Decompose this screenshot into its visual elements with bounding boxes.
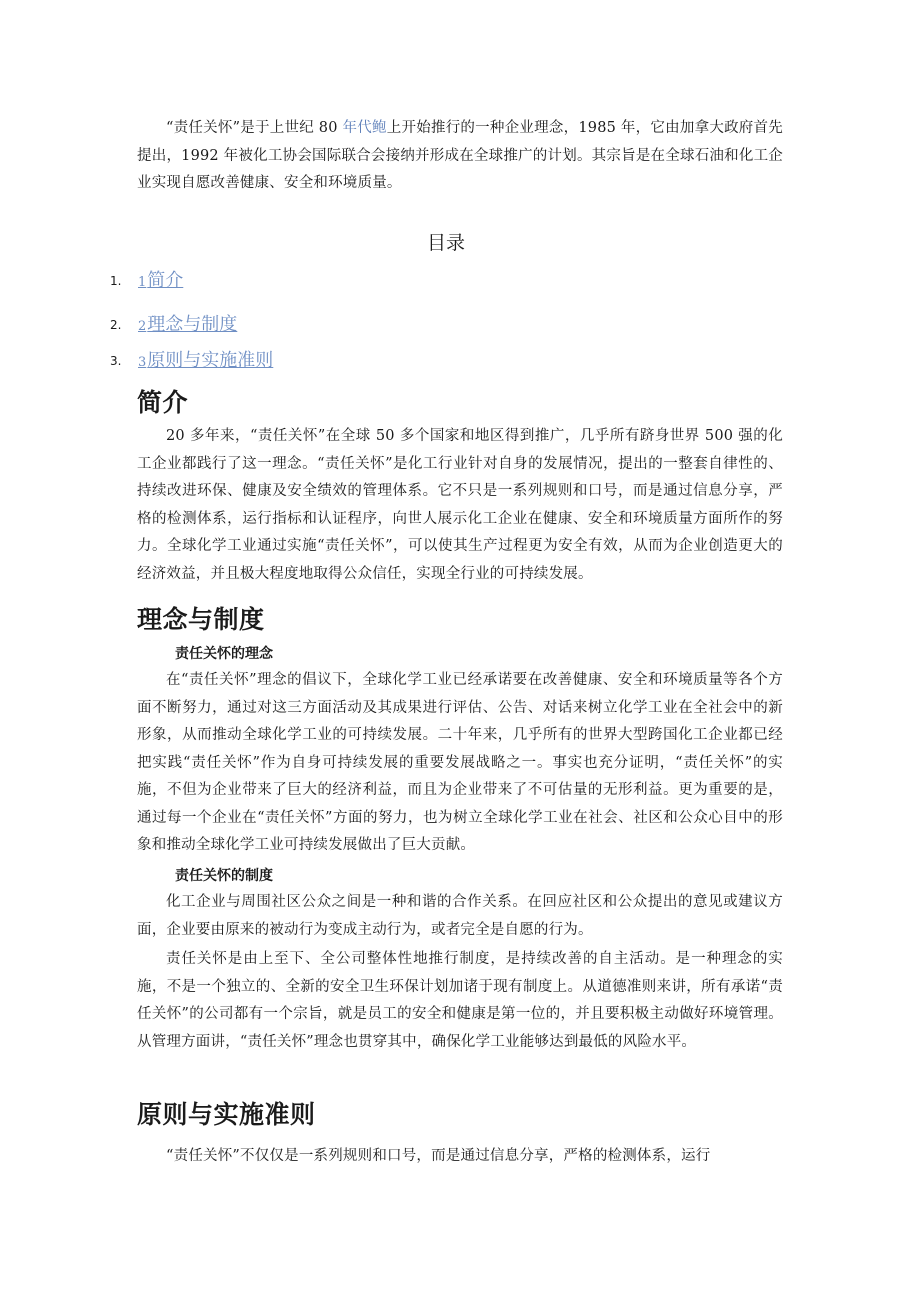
toc-link-concept[interactable]: 2理念与制度 — [138, 314, 238, 335]
heading-concept: 理念与制度 — [137, 605, 265, 634]
system-paragraph-2: 责任关怀是由上至下、全公司整体性地推行制度，是持续改善的自主活动。是一种理念的实施，不是一个独立的、全新的安全卫生环保计划加诸于现有制度上。从道德准则来讲，所有承诺“责任关怀”的公司都有一个宗旨，就是员工的安全和健康是第一位的，并且要积极主动做好环境管理。从管理方面讲，“责任关怀”理念也贯穿其中，确保化学工业能够达到最低的风险水平。 — [137, 951, 783, 1050]
intro-text-after: 上开始推行的一种企业理念，1985 年，它由加拿大政府首先提出，1992 年被化工协会国际联合会接纳并形成在全球推广的计划。其宗旨是在全球石油和化工企业实现自愿改善健康、安全和环境质量。 — [137, 120, 783, 191]
principles-paragraph: “责任关怀”不仅仅是一系列规则和口号，而是通过信息分享，严格的检测体系，运行 — [166, 1148, 711, 1164]
subheading-system: 责任关怀的制度 — [175, 868, 273, 884]
toc-item-number: 3. — [110, 354, 122, 368]
heading-principles: 原则与实施准则 — [137, 1100, 316, 1129]
system-paragraph-1: 化工企业与周围社区公众之间是一种和谐的合作关系。在回应社区和公众提出的意见或建议方面，企业要由原来的被动行为变成主动行为，或者完全是自愿的行为。 — [137, 894, 783, 938]
toc-item-number: 1. — [110, 274, 122, 288]
toc-link-intro[interactable]: 1简介 — [138, 270, 184, 291]
toc-title: 目录 — [426, 232, 465, 254]
intro-paragraph — [137, 115, 783, 198]
toc-item-number: 2. — [110, 318, 122, 332]
concept-paragraph: 在“责任关怀”理念的倡议下，全球化学工业已经承诺要在改善健康、安全和环境质量等各个方面不断努力，通过对这三方面活动及其成果进行评估、公告、对话来树立化学工业在全社会中的新形象，从而推动全球化学工业的可持续发展。二十年来，几乎所有的世界大型跨国化工企业都已经把实践“责任关怀”作为自身可持续发展的重要发展战略之一。事实也充分证明，“责任关怀”的实施，不但为企业带来了巨大的经济利益，而且为企业带来了不可估量的无形利益。更为重要的是，通过每一个企业在“责任关怀”方面的努力，也为树立全球化学工业在社会、社区和公众心目中的形象和推动全球化学工业可持续发展做出了巨大贡献。 — [137, 672, 783, 853]
toc-link-principles[interactable]: 3原则与实施准则 — [138, 350, 274, 371]
subheading-concept: 责任关怀的理念 — [175, 646, 273, 662]
intro-link[interactable]: 年代鲍 — [342, 120, 387, 136]
intro-section-paragraph: 20 多年来，“责任关怀”在全球 50 多个国家和地区得到推广，几乎所有跻身世界 500 强的化工企业都践行了这一理念。“责任关怀”是化工行业针对自身的发展情况，提出的一整套自律性的、持续改进环保、健康及安全绩效的管理体系。它不只是一系列规则和口号，而是通过信息分享，严格的检测体系，运行指标和认证程序，向世人展示化工企业在健康、安全和环境质量方面所作的努力。全球化学工业通过实施“责任关怀”，可以使其生产过程更为安全有效，从而为企业创造更大的经济效益，并且极大程度地取得公众信任，实现全行业的可持续发展。 — [137, 428, 783, 582]
intro-text-before: “责任关怀”是于上世纪 80 — [166, 120, 343, 136]
heading-intro: 简介 — [137, 388, 189, 417]
